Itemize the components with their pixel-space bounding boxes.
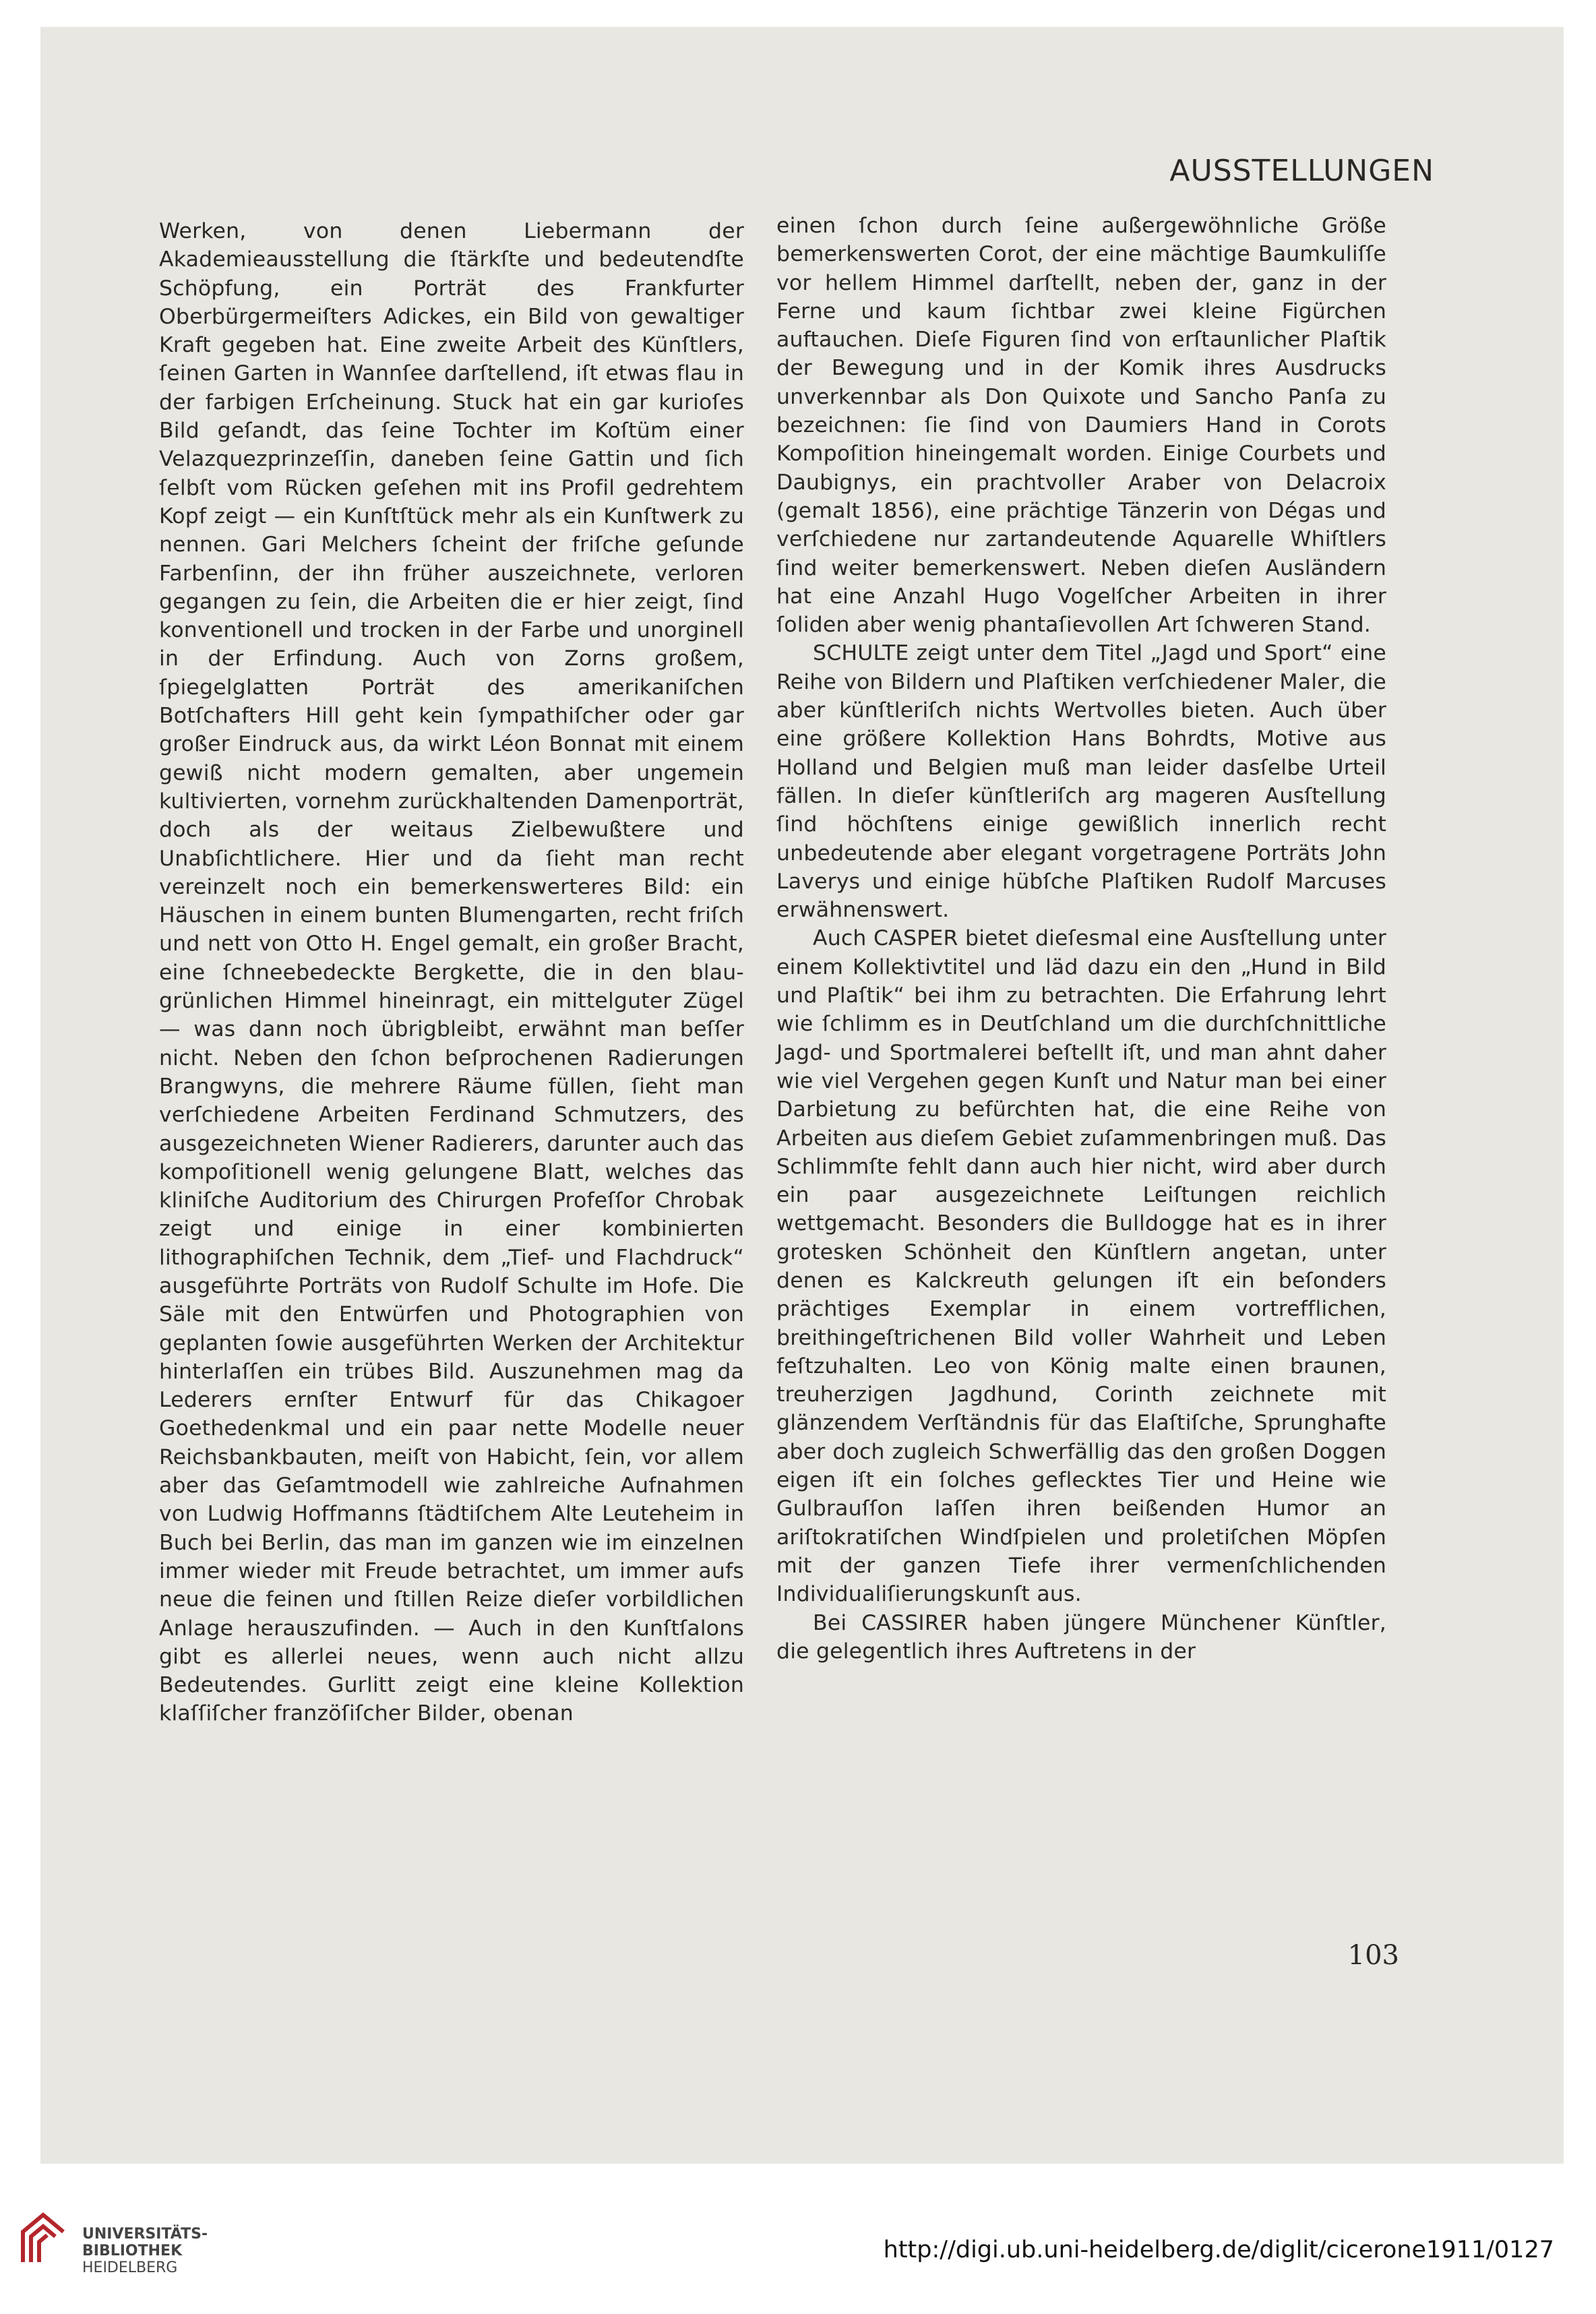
- right-paragraph-4: Bei CASSIRER haben jüngere Münchener Künſtler, die gelegentlich ihres Auftretens in der: [776, 1610, 1386, 1664]
- university-library-logo-icon: [16, 2208, 70, 2269]
- right-paragraph-1: einen ſchon durch ſeine außergewöhnliche Größe bemerkenswerten Corot, der eine mächtige Baumkuliſſe vor hellem Himmel darſtellt, neben der, ganz in der Ferne und kaum ſichtbar zwei kleine Figürchen auftauchen. Dieſe Figuren ſind von erſtaunlicher Plaſtik der Bewegung und in der Komik ihres Ausdrucks unverkennbar als Don Quixote und Sancho Panſa zu bezeichnen: ſie ſind von Daumiers Hand in Corots Kompoſition hineingemalt worden. Einige Courbets und Daubignys, ein prachtvoller Araber von Delacroix (gemalt 1856), eine prächtige Tänzerin von Dégas und verſchiedene nur zartandeutende Aquarelle Whiſtlers ſind weiter bemerkenswert. Neben dieſen Ausländern hat eine Anzahl Hugo Vogelſcher Arbeiten in ihrer ſoliden aber wenig phantaſievollen Art ſchweren Stand.: [776, 214, 1386, 638]
- right-column: [776, 212, 1386, 1666]
- left-column: [159, 217, 744, 1728]
- library-name-line-2: BIBLIOTHEK: [82, 2243, 183, 2259]
- right-paragraph-3: Auch CASPER bietet dieſesmal eine Ausſtellung unter einem Kollektivtitel und läd dazu ein den „Hund in Bild und Plaſtik“ bei ihm zu betrachten. Die Erfahrung lehrt wie ſchlimm es in Deutſchland um die durchſchnittliche Jagd- und Sportmalerei beſtellt iſt, und man ahnt daher wie viel Vergehen gegen Kunſt und Natur man bei einer Darbietung zu befürchten hat, die eine Reihe von Arbeiten aus dieſem Gebiet zuſammenbringen muß. Das Schlimmſte fehlt dann auch hier nicht, wird aber durch ein paar ausgezeichnete Leiſtungen reichlich wettgemacht. Besonders die Bulldogge hat es in ihrer grotesken Schönheit den Künſtlern angetan, unter denen es Kalckreuth gelungen iſt ein beſonders prächtiges Exemplar in einem vortrefflichen, breithingeſtrichenen Bild voller Wahrheit und Leben feſtzuhalten. Leo von König malte einen braunen, treuherzigen Jagdhund, Corinth zeichnete mit glänzendem Verſtändnis für das Elaſtiſche, Sprunghafte aber doch zugleich Schwerfällig das den großen Doggen eigen iſt ein ſolches geflecktes Tier und Heine wie Gulbrauſſon laſſen ihren beißenden Humor an ariſtokratiſchen Windſpielen und proletiſchen Möpſen mit der ganzen Tiefe ihrer vermenſchlichenden Individualiſierungskunſt aus.: [776, 926, 1386, 1607]
- library-name-line-1: UNIVERSITÄTS-: [82, 2226, 208, 2243]
- left-paragraph-1: Werken, von denen Liebermann der Akademieausstellung die ſtärkſte und bedeutendſte Schöpfung, ein Porträt des Frankfurter Oberbürgermeiſters Adickes, ein Bild von gewaltiger Kraft gegeben hat. Eine zweite Arbeit des Künſtlers, ſeinen Garten in Wannſee darſtellend, iſt etwas flau in der farbigen Erſcheinung. Stuck hat ein gar kurioſes Bild geſandt, das ſeine Tochter im Koſtüm einer Velazquezprinzeſſin, daneben ſeine Gattin und ſich ſelbſt vom Rücken geſehen mit ins Profil gedrehtem Kopf zeigt — ein Kunſtſtück mehr als ein Kunſtwerk zu nennen. Gari Melchers ſcheint der friſche geſunde Farbenſinn, der ihn früher auszeichnete, verloren gegangen zu ſein, die Arbeiten die er hier zeigt, ſind konventionell und trocken in der Farbe und unorginell in der Erfindung. Auch von Zorns großem, ſpiegelglatten Porträt des amerikaniſchen Botſchafters Hill geht kein ſympathiſcher oder gar großer Eindruck aus, da wirkt Léon Bonnat mit einem gewiß nicht modern gemalten, aber ungemein kultivierten, vornehm zurückhaltenden Damenporträt, doch als der weitaus Zielbewußtere und Unabſichtlichere. Hier und da ſieht man recht vereinzelt noch ein bemerkenswerteres Bild: ein Häuschen in einem bunten Blumengarten, recht friſch und nett von Otto H. Engel gemalt, ein großer Bracht, eine ſchneebedeckte Bergkette, die in den blau-grünlichen Himmel hineinragt, ein mittelguter Zügel — was dann noch übrigbleibt, erwähnt man beſſer nicht. Neben den ſchon beſprochenen Radierungen Brangwyns, die mehrere Räume füllen, ſieht man verſchiedene Arbeiten Ferdinand Schmutzers, des ausgezeichneten Wiener Radierers, darunter auch das kompoſitionell wenig gelungene Blatt, welches das kliniſche Auditorium des Chirurgen Profeſſor Chrobak zeigt und einige in einer kombinierten lithographiſchen Technik, dem „Tief- und Flachdruck“ ausgeführte Porträts von Rudolf Schulte im Hofe. Die Säle mit den Entwürfen und Photographien von geplanten ſowie ausgeführten Werken der Architektur hinterlaſſen ein trübes Bild. Auszunehmen mag da Lederers ernſter Entwurf für das Chikagoer Goethedenkmal und ein paar nette Modelle neuer Reichsbankbauten, meiſt von Habicht, ſein, vor allem aber das Geſamtmodell wie zahlreiche Aufnahmen von Ludwig Hoffmanns ſtädtiſchem Alte Leuteheim in Buch bei Berlin, das man im ganzen wie im einzelnen immer wieder mit Freude betrachtet, um immer aufs neue die feinen und ſtillen Reize dieſer vorbildlichen Anlage herauszufinden. — Auch in den Kunſtſalons gibt es allerlei neues, wenn auch nicht allzu Bedeutendes. Gurlitt zeigt eine kleine Kollektion klaſſiſcher franzöſiſcher Bilder, obenan: [159, 219, 744, 1726]
- page-number: 103: [1347, 1940, 1399, 1971]
- library-name-line-3: HEIDELBERG: [82, 2259, 178, 2276]
- source-url-link[interactable]: http://digi.ub.uni-heidelberg.de/diglit/cicerone1911/0127: [883, 2236, 1554, 2263]
- running-title: AUSSTELLUNGEN: [1169, 154, 1434, 188]
- right-paragraph-2: SCHULTE zeigt unter dem Titel „Jagd und Sport“ eine Reihe von Bildern und Plaſtiken verſchiedener Maler, die aber künſtleriſch nichts Wertvolles bieten. Auch über eine größere Kollektion Hans Bohrdts, Motive aus Holland und Belgien muß man leider dasſelbe Urteil fällen. In dieſer künſtleriſch arg mageren Ausſtellung ſind höchſtens einige gewißlich innerlich recht unbedeutende aber elegant vorgetragene Porträts John Laverys und einige hübſche Plaſtiken Rudolf Marcuses erwähnenswert.: [776, 641, 1386, 923]
- library-name: [82, 2226, 208, 2276]
